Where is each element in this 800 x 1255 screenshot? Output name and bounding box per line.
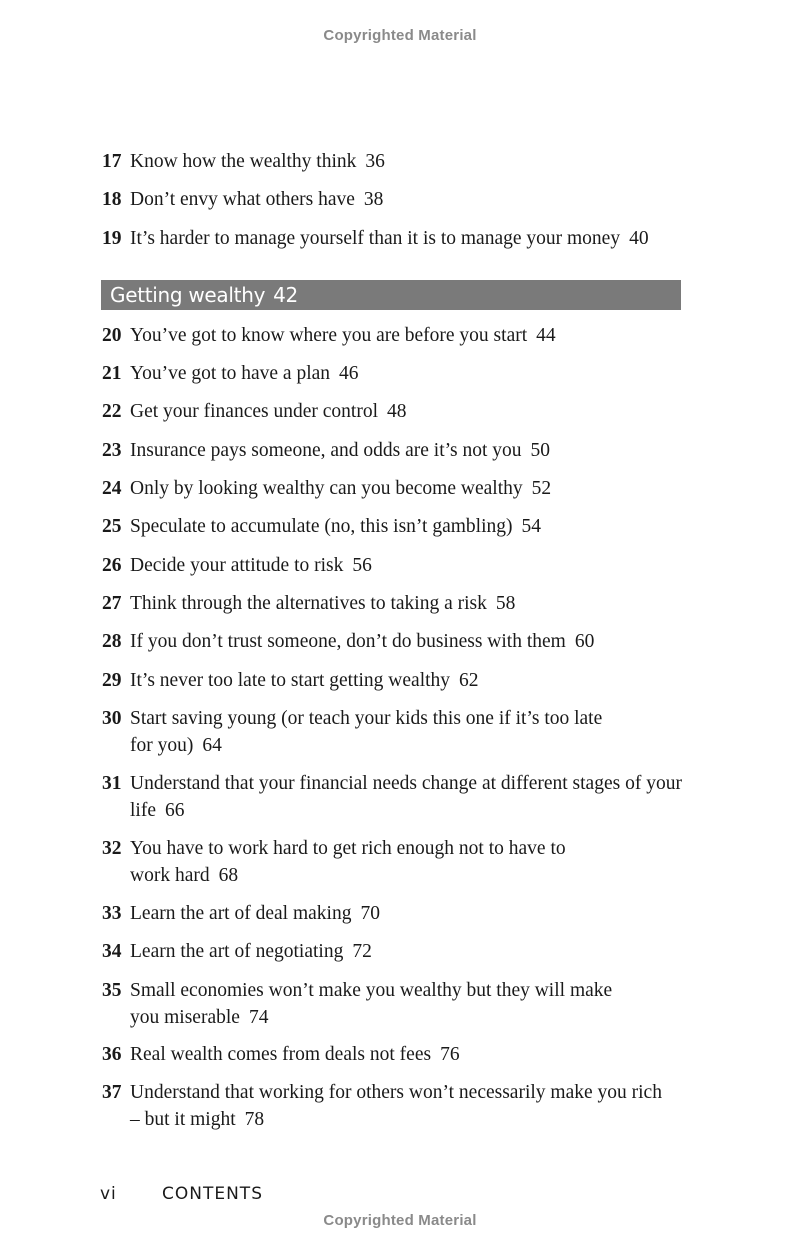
section-page: 42 [273,283,298,307]
folio-number: vi [100,1184,117,1204]
toc-entry-21[interactable] [102,360,682,387]
toc-entry-17[interactable] [102,148,682,175]
entry-number: 26 [102,555,122,576]
page-footer [100,1184,263,1204]
entry-page: 36 [365,151,385,172]
entry-title: Understand that your financial needs change at different stages of your life [130,773,682,821]
entry-page: 58 [495,593,516,614]
entry-title: If you don’t trust someone, don’t do business with them [130,631,566,652]
toc-entry-36[interactable] [102,1041,682,1068]
entry-page: 64 [202,735,222,756]
entry-number: 22 [102,401,122,422]
entry-page: 68 [218,865,239,886]
entry-title: Don’t envy what others have [130,189,355,210]
entry-title: Know how the wealthy think [130,151,357,172]
entry-page: 40 [629,228,649,249]
entry-page: 50 [530,440,551,461]
toc-entry-25[interactable] [102,513,682,540]
entry-title: Learn the art of negotiating [130,941,344,962]
entry-page: 62 [459,670,479,691]
entry-number: 34 [102,941,122,962]
entry-title: It’s harder to manage yourself than it is to manage your money [130,228,621,249]
entry-number: 35 [102,980,122,1001]
entry-title: Decide your attitude to risk [130,555,344,576]
entry-title: It’s never too late to start getting wealthy [130,670,451,691]
entry-number: 24 [102,478,122,499]
entry-title: Only by looking wealthy can you become wealthy [130,478,523,499]
entry-page: 56 [352,555,372,576]
entry-title: You have to work hard to get rich enough not to have to work hard [130,838,566,886]
toc-entry-30[interactable] [102,705,622,759]
entry-page: 74 [248,1007,269,1028]
entry-number: 33 [102,903,122,924]
toc-entry-18[interactable] [102,186,682,213]
entry-page: 48 [387,401,407,422]
entry-number: 17 [102,151,122,172]
entry-number: 28 [102,631,122,652]
entry-title: Small economies won’t make you wealthy but they will make you miserable [130,980,613,1028]
entry-page: 78 [244,1109,265,1130]
entry-number: 36 [102,1044,122,1065]
toc-entry-29[interactable] [102,667,682,694]
entry-title: Learn the art of deal making [130,903,352,924]
entry-page: 52 [531,478,552,499]
toc-entry-22[interactable] [102,398,682,425]
entry-page: 46 [339,363,359,384]
toc-entry-28[interactable] [102,628,682,655]
toc-entry-33[interactable] [102,900,682,927]
toc-entry-20[interactable] [102,322,682,349]
entry-number: 29 [102,670,122,691]
entry-number: 20 [102,325,122,346]
entry-page: 54 [521,516,542,537]
entry-page: 44 [536,325,556,346]
section-title: Getting wealthy [110,283,266,307]
entry-page: 76 [440,1044,460,1065]
entry-number: 31 [102,773,122,794]
toc-entry-26[interactable] [102,552,682,579]
entry-title: Real wealth comes from deals not fees [130,1044,432,1065]
entry-number: 25 [102,516,122,537]
entry-page: 38 [363,189,384,210]
entry-page: 66 [164,800,185,821]
entry-title: Insurance pays someone, and odds are it’s not you [130,440,522,461]
toc-entry-37[interactable] [102,1079,662,1133]
entry-title: You’ve got to have a plan [130,363,331,384]
entry-number: 37 [102,1082,122,1103]
toc-entry-19[interactable] [102,225,682,252]
toc-entry-23[interactable] [102,437,682,464]
toc-entry-31[interactable] [102,770,682,824]
entry-page: 72 [352,941,372,962]
entry-title: Think through the alternatives to taking a risk [130,593,487,614]
entry-number: 23 [102,440,122,461]
entry-number: 21 [102,363,122,384]
entry-title: Speculate to accumulate (no, this isn’t gambling) [130,516,513,537]
toc-entry-34[interactable] [102,938,682,965]
entry-page: 60 [574,631,595,652]
entry-number: 18 [102,189,122,210]
toc-entry-32[interactable] [102,835,602,889]
entry-number: 19 [102,228,122,249]
entry-number: 27 [102,593,122,614]
entry-number: 30 [102,708,122,729]
toc-entry-24[interactable] [102,475,682,502]
section-header-getting-wealthy[interactable] [101,280,681,310]
entry-title: Understand that working for others won’t necessarily make you rich – but it might [130,1082,662,1130]
toc-entry-35[interactable] [102,977,642,1031]
entry-title: Get your finances under control [130,401,378,422]
entry-page: 70 [360,903,380,924]
running-head: CONTENTS [162,1184,263,1204]
entry-title: Start saving young (or teach your kids this one if it’s too late for you) [130,708,603,756]
copyright-watermark-top: Copyrighted Material [323,27,477,44]
copyright-watermark-bottom: Copyrighted Material [323,1212,477,1229]
entry-number: 32 [102,838,122,859]
entry-title: You’ve got to know where you are before you start [130,325,528,346]
toc-entry-27[interactable] [102,590,682,617]
